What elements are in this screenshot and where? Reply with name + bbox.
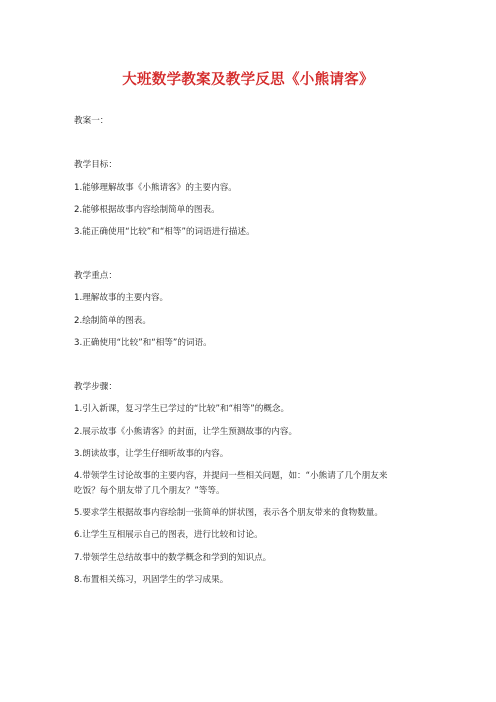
key-point-item-3: 3.正确使用“比较”和“相等”的词语。 (74, 338, 212, 348)
step-item-8: 8.布置相关练习，巩固学生的学习成果。 (74, 575, 229, 585)
step-item-4-continued: 吃饭？每个朋友带了几个朋友？”等等。 (74, 486, 225, 496)
section-label-lesson-plan: 教案一： (74, 116, 109, 126)
step-item-2: 2.展示故事《小熊请客》的封面，让学生预测故事的内容。 (74, 427, 298, 437)
goal-item-1: 1.能够理解故事《小熊请客》的主要内容。 (74, 183, 237, 193)
goal-item-2: 2.能够根据故事内容绘制简单的图表。 (74, 205, 220, 215)
step-item-5: 5.要求学生根据故事内容绘制一张简单的饼状图，表示各个朋友带来的食物数量。 (74, 508, 383, 518)
key-point-item-1: 1.理解故事的主要内容。 (74, 293, 169, 303)
step-item-6: 6.让学生互相展示自己的图表，进行比较和讨论。 (74, 530, 263, 540)
step-item-4: 4.带领学生讨论故事的主要内容，并提问一些相关问题，如：“小熊请了几个朋友来 (74, 471, 388, 481)
step-item-3: 3.朗读故事，让学生仔细听故事的内容。 (74, 449, 229, 459)
step-item-7: 7.带领学生总结故事中的数学概念和学到的知识点。 (74, 553, 272, 563)
section-heading-steps: 教学步骤： (74, 382, 117, 392)
key-point-item-2: 2.绘制简单的图表。 (74, 316, 151, 326)
section-heading-key-points: 教学重点： (74, 271, 117, 281)
goal-item-3: 3.能正确使用“比较”和“相等”的词语进行描述。 (74, 227, 255, 237)
document-title: 大班数学教案及教学反思《小熊请客》 (122, 72, 374, 88)
step-item-1: 1.引入新课，复习学生已学过的“比较”和“相等”的概念。 (74, 404, 290, 414)
section-heading-goals: 教学目标： (74, 160, 117, 170)
